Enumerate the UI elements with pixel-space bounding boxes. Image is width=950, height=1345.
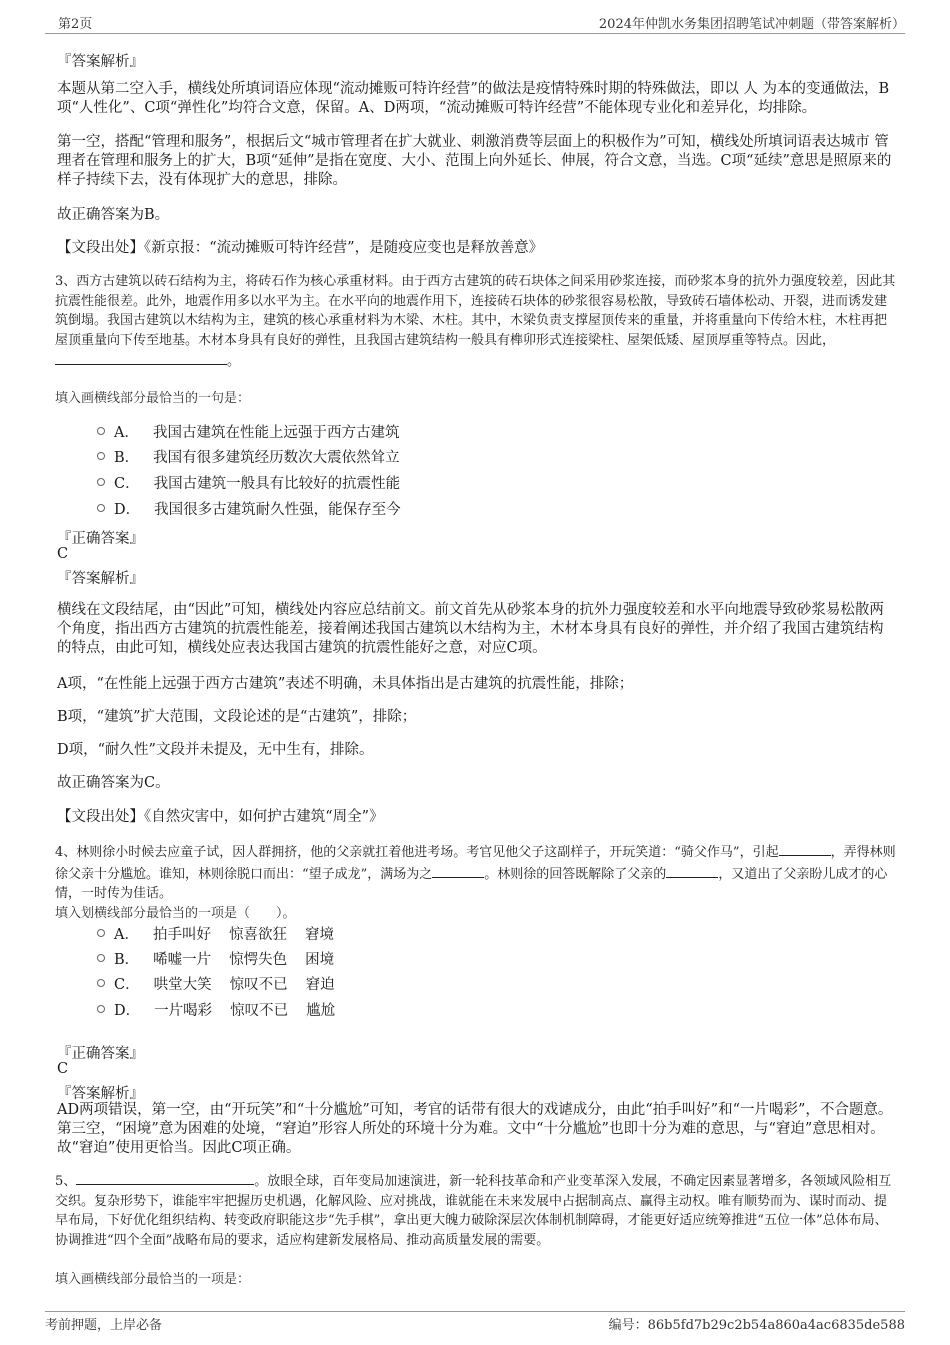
q3-option-b[interactable]: B． 我国有很多建筑经历数次大震依然耸立 xyxy=(97,445,400,467)
footer-slogan: 考前押题，上岸必备 xyxy=(45,1318,163,1333)
q3-option-c[interactable]: C． 我国古建筑一般具有比较好的抗震性能 xyxy=(97,471,400,493)
document-title: 2024年仲凯水务集团招聘笔试冲刺题（带答案解析） xyxy=(598,17,905,32)
q4-option-c[interactable]: C． 哄堂大笑 惊叹不已 窘迫 xyxy=(97,972,335,994)
q2-answer-line: 故正确答案为B。 xyxy=(57,207,170,223)
q3-analysis-d: D项，“耐久性”文段并未提及，无中生有，排除。 xyxy=(57,742,374,758)
q4-blank-1 xyxy=(779,841,831,856)
radio-button-icon[interactable] xyxy=(97,1005,105,1013)
q4-analysis-paragraph: AD两项错误，第一空，由“开玩笑”和“十分尴尬”可知，考官的话带有很大的戏谑成分，由此“拍手叫好”和“一片喝彩”，不合题意。第三空，“困境”意为困难的处境，“窘迫”形容人所处的环境十分为难。文中“十分尴尬”也即十分为难的意思，与“窘迫”意思相对。故“窘迫”使用更恰当。因此C项正确。 xyxy=(57,1102,893,1156)
q4-correct-answer: C xyxy=(57,1061,69,1077)
radio-button-icon[interactable] xyxy=(97,979,105,987)
radio-button-icon[interactable] xyxy=(97,478,105,486)
document-id: 编号：86b5fd7b29c2b54a860a4ac6835de588 xyxy=(608,1318,905,1333)
q3-stem xyxy=(55,272,897,372)
q3-analysis-paragraph: 横线在文段结尾，由“因此”可知，横线处内容应总结前文。前文首先从砂浆本身的抗外力强度较差和水平向地震导致砂浆易松散两个角度，指出西方古建筑的抗震性能差，接着阐述我国古建筑以木结构为主，木材本身具有良好的弹性，并介绍了我国古建筑结构的特点，由此可知，横线处应表达我国古建筑的抗震性能好之意，对应C项。 xyxy=(57,602,884,656)
q2-analysis-paragraph-2: 第一空，搭配“管理和服务”，根据后文“城市管理者在扩大就业、刺激消费等层面上的积极作为”可知，横线处所填词语表达城市 管理者在管理和服务上的扩大，B项“延伸”是指在宽度、大小、范围上向外延长、伸展，符合文意，当选。C项“延续”意思是照原来的样子持续下去，没有体现扩大的意思，排除。 xyxy=(57,134,892,188)
radio-button-icon[interactable] xyxy=(97,954,105,962)
q2-analysis-label: 『答案解析』 xyxy=(57,54,144,70)
q5-prompt: 填入画横线部分最恰当的一项是： xyxy=(55,1272,251,1287)
q3-correct-label: 『正确答案』 xyxy=(57,531,144,547)
radio-button-icon[interactable] xyxy=(97,452,105,460)
q3-analysis-b: B项，“建筑”扩大范围，文段论述的是“古建筑”，排除； xyxy=(57,709,417,725)
q3-answer-line: 故正确答案为C。 xyxy=(57,775,170,791)
q4-option-b[interactable]: B． 唏嘘一片 惊愕失色 困境 xyxy=(97,947,334,969)
radio-button-icon[interactable] xyxy=(97,929,105,937)
q3-analysis-a: A项，“在性能上远强于西方古建筑”表述不明确，未具体指出是古建筑的抗震性能，排除； xyxy=(57,676,634,692)
q3-option-a[interactable]: A． 我国古建筑在性能上远强于西方古建筑 xyxy=(97,420,399,442)
q4-analysis-label: 『答案解析』 xyxy=(57,1086,144,1102)
q4-prompt: 填入划横线部分最恰当的一项是（ ）。 xyxy=(55,906,296,921)
q2-source: 【文段出处】《新京报：“流动摊贩可特许经营”，是随疫应变也是释放善意》 xyxy=(57,240,544,256)
page-number: 第2页 xyxy=(58,17,93,32)
q5-blank xyxy=(76,1170,254,1185)
q4-stem: 4、林则徐小时候去应童子试，因人群拥挤，他的父亲就扛着他进考场。考官见他父子这副样子，开玩笑道：“骑父作马”，引起 ，弄得林则徐父亲十分尴尬。谁知，林则徐脱口而出：“望子成龙”，满场为之 。林则徐的回答既解除了父亲的 ，又道出了父亲盼儿成才的心情，一时传为佳话。 xyxy=(55,841,897,904)
q5-stem: 5、 。放眼全球，百年变局加速演进，新一轮科技革命和产业变革深入发展，不确定因素显著增多，各领域风险相互交织。复杂形势下，谁能牢牢把握历史机遇，化解风险、应对挑战，谁就能在未来发展中占据制高点、赢得主动权。唯有顺势而为、谋时而动、提早布局，下好优化组织结构、转变政府职能这步“先手棋”，拿出更大魄力破除深层次体制机制障碍，才能更好适应统筹推进“五位一体”总体布局、协调推进“四个全面”战略布局的要求，适应构建新发展格局、推动高质量发展的需要。 xyxy=(55,1170,897,1250)
footer-divider xyxy=(45,1311,905,1312)
q4-correct-label: 『正确答案』 xyxy=(57,1046,144,1062)
q3-correct-answer: C xyxy=(57,546,69,562)
q3-analysis-label: 『答案解析』 xyxy=(57,571,144,587)
radio-button-icon[interactable] xyxy=(97,427,105,435)
q4-blank-3 xyxy=(666,863,718,878)
header-divider xyxy=(45,33,905,34)
q2-analysis-paragraph-1: 本题从第二空入手，横线处所填词语应体现“流动摊贩可特许经营”的做法是疫情特殊时期的特殊做法，即以 人 为本的变通做法，B项“人性化”、C项“弹性化”均符合文意，保留。A、D两项，“流动摊贩可特许经营”不能体现专业化和差异化，均排除。 xyxy=(57,81,890,116)
q3-stem-end: 。 xyxy=(227,354,241,369)
q4-blank-2 xyxy=(432,863,484,878)
radio-button-icon[interactable] xyxy=(97,504,105,512)
q3-prompt: 填入画横线部分最恰当的一句是： xyxy=(55,391,251,406)
q4-option-a[interactable]: A． 拍手叫好 惊喜欲狂 窘境 xyxy=(97,922,334,944)
q3-stem-text: 3、西方古建筑以砖石结构为主，将砖石作为核心承重材料。由于西方古建筑的砖石块体之间采用砂浆连接，而砂浆本身的抗外力强度较差，因此其抗震性能很差。此外，地震作用多以水平为主。在水平向的地震作用下，连接砖石块体的砂浆很容易松散，导致砖石墙体松动、开裂，进而诱发建筑倒塌。我国古建筑以木结构为主，建筑的核心承重材料为木梁、木柱。其中，木梁负责支撑屋顶传来的重量，并将重量向下传给木柱，木柱再把屋顶重量向下传至地基。木材本身具有良好的弹性，且我国古建筑结构一般具有榫卯形式连接梁柱、屋架低矮、屋顶厚重等特点。因此， xyxy=(55,274,896,348)
q3-option-d[interactable]: D． 我国很多古建筑耐久性强，能保存至今 xyxy=(97,497,401,519)
q4-option-d[interactable]: D． 一片喝彩 惊叹不已 尴尬 xyxy=(97,998,335,1020)
q3-blank xyxy=(55,350,227,365)
q3-source: 【文段出处】《自然灾害中，如何护古建筑“周全”》 xyxy=(57,809,384,825)
